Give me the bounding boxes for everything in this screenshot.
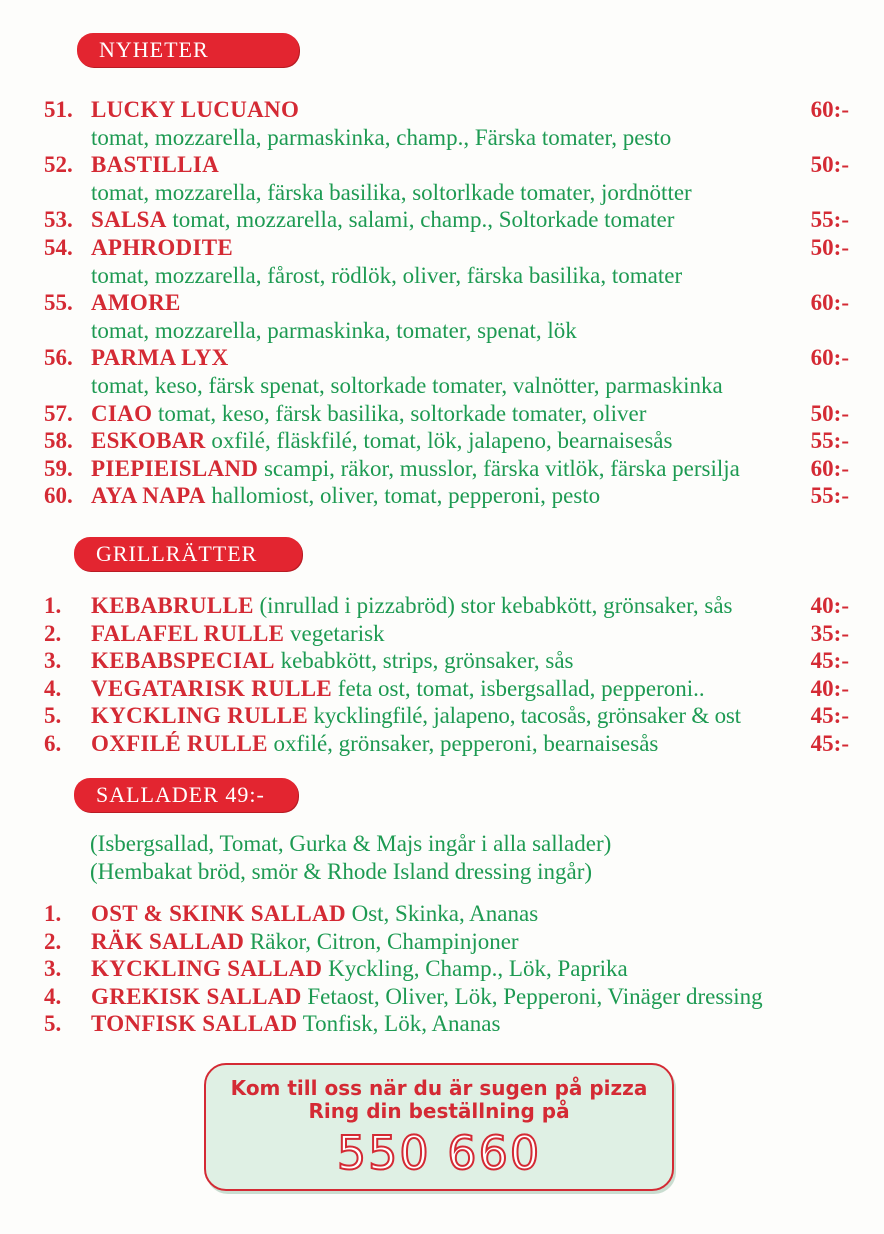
item-price: 45:- xyxy=(810,703,849,729)
item-number: 56. xyxy=(44,345,73,371)
item-description: feta ost, tomat, isbergsallad, pepperoni.. xyxy=(337,675,705,701)
item-price: 45:- xyxy=(810,730,849,756)
menu-item xyxy=(44,344,849,372)
menu-item xyxy=(44,620,849,648)
menu-item xyxy=(44,955,849,983)
item-name: KEBABRULLE xyxy=(91,593,254,618)
item-number: 2. xyxy=(44,620,62,646)
item-number: 4. xyxy=(44,983,62,1009)
item-name: VEGATARISK RULLE xyxy=(91,675,333,701)
item-price: 50:- xyxy=(810,400,849,426)
item-number: 60. xyxy=(44,483,73,509)
item-name: PIEPIEISLAND xyxy=(91,455,259,481)
menu-item xyxy=(44,482,849,510)
item-price: 40:- xyxy=(810,593,849,618)
item-number: 53. xyxy=(44,207,73,233)
item-number: 55. xyxy=(44,290,73,316)
item-price: 50:- xyxy=(810,152,849,178)
item-price: 60:- xyxy=(810,290,849,316)
item-number: 3. xyxy=(44,956,62,982)
item-name: KEBABSPECIAL xyxy=(91,648,275,674)
item-price: 45:- xyxy=(810,648,849,674)
item-description: Kyckling, Champ., Lök, Paprika xyxy=(328,956,628,982)
item-number: 58. xyxy=(44,428,73,454)
menu-item xyxy=(44,647,849,675)
menu-item xyxy=(44,1010,849,1038)
item-name: PARMA LYX xyxy=(91,345,229,371)
promo-tagline: Kom till oss när du är sugen på pizza xyxy=(230,1076,648,1100)
menu-item xyxy=(44,592,849,620)
item-number: 1. xyxy=(44,593,62,618)
item-name: SALSA xyxy=(91,207,167,233)
sallader-note: (Isbergsallad, Tomat, Gurka & Majs ingår i alla sallader) xyxy=(90,831,612,856)
item-name: AMORE xyxy=(91,290,181,316)
item-description: tomat, mozzarella, parmaskinka, champ., Färska tomater, pesto xyxy=(91,124,672,150)
item-number: 6. xyxy=(44,730,62,756)
item-description: tomat, mozzarella, parmaskinka, tomater, spenat, lök xyxy=(91,317,577,343)
item-number: 54. xyxy=(44,234,73,260)
menu-item xyxy=(44,900,849,928)
menu-item xyxy=(44,702,849,730)
item-price: 60:- xyxy=(810,345,849,371)
item-name: RÄK SALLAD xyxy=(91,928,245,954)
item-name: GREKISK SALLAD xyxy=(91,983,302,1009)
item-description: Ost, Skinka, Ananas xyxy=(351,901,539,926)
item-description: tomat, keso, färsk spenat, soltorkade tomater, valnötter, parmaskinka xyxy=(91,372,723,398)
menu-item xyxy=(44,206,849,234)
item-price: 55:- xyxy=(810,207,849,233)
item-number: 4. xyxy=(44,675,62,701)
item-description: oxfilé, grönsaker, pepperoni, bearnaisesås xyxy=(273,730,659,756)
item-number: 1. xyxy=(44,901,62,926)
item-name: KYCKLING SALLAD xyxy=(91,956,323,982)
item-description: oxfilé, fläskfilé, tomat, lök, jalapeno, bearnaisesås xyxy=(211,428,673,454)
item-number: 5. xyxy=(44,1011,62,1037)
item-name: BASTILLIA xyxy=(91,152,219,178)
item-number: 5. xyxy=(44,703,62,729)
item-price: 55:- xyxy=(810,428,849,454)
item-name: CIAO xyxy=(91,400,153,426)
grill-list xyxy=(44,592,849,758)
item-name: OXFILÉ RULLE xyxy=(91,730,268,756)
item-price: 60:- xyxy=(810,97,849,122)
item-price: 40:- xyxy=(810,675,849,701)
item-description: kebabkött, strips, grönsaker, sås xyxy=(280,648,574,674)
item-name: AYA NAPA xyxy=(91,483,206,509)
item-description: (inrullad i pizzabröd) stor kebabkött, grönsaker, sås xyxy=(259,593,733,618)
item-description: tomat, mozzarella, salami, champ., Soltorkade tomater xyxy=(172,207,675,233)
sallader-notes xyxy=(90,830,611,886)
item-name: OST & SKINK SALLAD xyxy=(91,901,346,926)
item-description: Räkor, Citron, Champinjoner xyxy=(249,928,519,954)
sallader-note: (Hembakat bröd, smör & Rhode Island dressing ingår) xyxy=(90,859,593,884)
item-description: hallomiost, oliver, tomat, pepperoni, pesto xyxy=(211,483,601,509)
item-number: 57. xyxy=(44,400,73,426)
section-title-sallader: SALLADER 49:- xyxy=(74,778,298,812)
menu-item xyxy=(44,427,849,455)
menu-item xyxy=(44,96,849,124)
item-price: 60:- xyxy=(810,455,849,481)
item-name: KYCKLING RULLE xyxy=(91,703,308,729)
item-number: 2. xyxy=(44,928,62,954)
item-price: 50:- xyxy=(810,234,849,260)
section-title-grillratter: GRILLRÄTTER xyxy=(74,537,302,571)
section-title-nyheter: NYHETER xyxy=(77,33,299,67)
promo-call-text: Ring din beställning på xyxy=(308,1099,570,1123)
menu-item xyxy=(44,675,849,703)
item-name: FALAFEL RULLE xyxy=(91,620,285,646)
item-description: tomat, keso, färsk basilika, soltorkade tomater, oliver xyxy=(158,400,647,426)
menu-item xyxy=(44,289,849,317)
item-name: APHRODITE xyxy=(91,234,233,260)
menu-item xyxy=(44,455,849,483)
item-description: vegetarisk xyxy=(290,620,385,646)
item-description: Fetaost, Oliver, Lök, Pepperoni, Vinäger dressing xyxy=(307,983,763,1009)
item-number: 51. xyxy=(44,97,73,122)
item-name: LUCKY LUCUANO xyxy=(91,97,300,122)
item-description: tomat, mozzarella, fårost, rödlök, oliver, färska basilika, tomater xyxy=(91,262,683,288)
menu-item xyxy=(44,928,849,956)
item-number: 59. xyxy=(44,455,73,481)
item-number: 3. xyxy=(44,648,62,674)
menu-item xyxy=(44,234,849,262)
item-name: TONFISK SALLAD xyxy=(91,1011,298,1037)
menu-item xyxy=(44,730,849,758)
sallader-list xyxy=(44,900,849,1038)
menu-item xyxy=(44,400,849,428)
item-name: ESKOBAR xyxy=(91,428,206,454)
item-description: scampi, räkor, musslor, färska vitlök, färska persilja xyxy=(263,455,740,481)
item-number: 52. xyxy=(44,152,73,178)
item-price: 35:- xyxy=(810,620,849,646)
nyheter-list xyxy=(44,96,849,510)
item-description: kycklingfilé, jalapeno, tacosås, grönsaker & ost xyxy=(313,703,741,729)
promo-box xyxy=(204,1063,674,1191)
item-description: Tonfisk, Lök, Ananas xyxy=(302,1011,501,1037)
menu-item xyxy=(44,151,849,179)
menu-item xyxy=(44,983,849,1011)
phone-number[interactable]: 550 660 xyxy=(336,1126,542,1180)
item-description: tomat, mozzarella, färska basilika, soltorlkade tomater, jordnötter xyxy=(91,179,692,205)
item-price: 55:- xyxy=(810,483,849,509)
